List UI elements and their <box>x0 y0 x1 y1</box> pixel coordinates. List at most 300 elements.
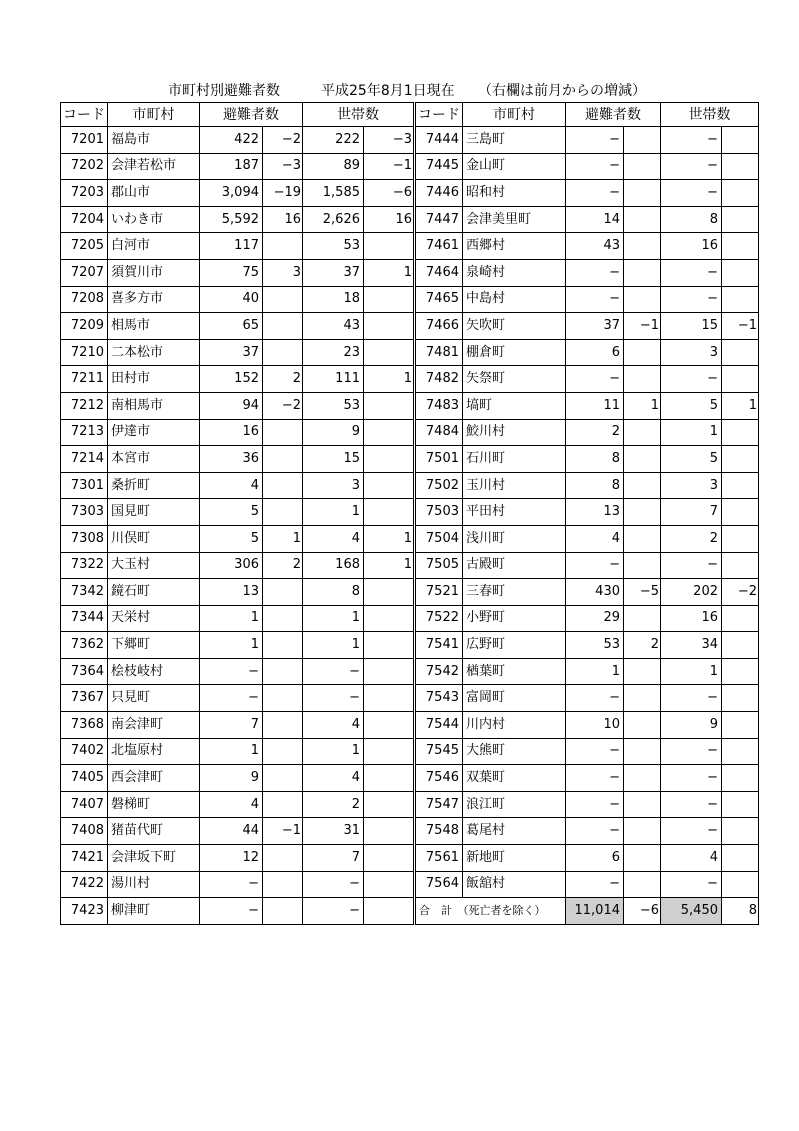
evacuee-change <box>263 286 303 313</box>
table-row <box>61 632 759 659</box>
evacuee-count: − <box>566 871 624 898</box>
household-change <box>364 339 415 366</box>
table-row <box>61 286 759 313</box>
municipality-name: 大玉村 <box>108 552 200 579</box>
municipality-name: 矢吹町 <box>463 313 566 340</box>
household-count: 222 <box>303 127 364 154</box>
household-count: − <box>303 871 364 898</box>
municipality-name: 川内村 <box>463 712 566 739</box>
evacuee-change <box>263 605 303 632</box>
evacuee-count: 8 <box>566 472 624 499</box>
evacuee-change: 2 <box>263 552 303 579</box>
evacuee-change <box>263 472 303 499</box>
evacuee-change <box>624 791 661 818</box>
municipality-name: 三春町 <box>463 579 566 606</box>
header-code: コード <box>61 103 108 127</box>
municipality-code: 7482 <box>415 366 463 393</box>
title-note: （右欄は前月からの増減） <box>478 83 646 99</box>
municipality-name: 白河市 <box>108 233 200 260</box>
household-change <box>722 685 759 712</box>
household-change <box>722 632 759 659</box>
evacuee-table <box>60 102 759 925</box>
table-row <box>61 525 759 552</box>
evacuee-count: 13 <box>200 579 263 606</box>
evacuee-count: 12 <box>200 845 263 872</box>
table-row <box>61 499 759 526</box>
evacuee-change: 1 <box>263 525 303 552</box>
municipality-code: 7465 <box>415 286 463 313</box>
evacuee-count: 4 <box>566 525 624 552</box>
municipality-code: 7502 <box>415 472 463 499</box>
municipality-name: 川俣町 <box>108 525 200 552</box>
municipality-name: 伊達市 <box>108 419 200 446</box>
municipality-code: 7422 <box>61 871 108 898</box>
evacuee-count: − <box>200 898 263 925</box>
evacuee-count: 94 <box>200 392 263 419</box>
household-change: 1 <box>364 552 415 579</box>
header-row <box>61 103 759 127</box>
total-evacuees: 11,014 <box>566 898 624 925</box>
municipality-code: 7543 <box>415 685 463 712</box>
evacuee-count: − <box>566 180 624 207</box>
table-row <box>61 366 759 393</box>
table-row <box>61 153 759 180</box>
evacuee-change: 1 <box>624 392 661 419</box>
header-name: 市町村 <box>463 103 566 127</box>
municipality-name: 玉川村 <box>463 472 566 499</box>
household-count: 202 <box>661 579 722 606</box>
municipality-name: 下郷町 <box>108 632 200 659</box>
evacuee-change <box>263 419 303 446</box>
municipality-name: 会津坂下町 <box>108 845 200 872</box>
household-change <box>364 791 415 818</box>
household-count: 3 <box>303 472 364 499</box>
household-count: − <box>661 552 722 579</box>
municipality-code: 7367 <box>61 685 108 712</box>
municipality-code: 7344 <box>61 605 108 632</box>
table-row <box>61 712 759 739</box>
municipality-code: 7364 <box>61 658 108 685</box>
table-row <box>61 472 759 499</box>
table-row <box>61 127 759 154</box>
household-change <box>364 499 415 526</box>
household-change: 1 <box>364 259 415 286</box>
table-row-last <box>61 898 759 925</box>
evacuee-count: 36 <box>200 446 263 473</box>
evacuee-change: 2 <box>624 632 661 659</box>
household-count: 1 <box>661 658 722 685</box>
municipality-code: 7564 <box>415 871 463 898</box>
evacuee-count: 430 <box>566 579 624 606</box>
evacuee-count: 37 <box>566 313 624 340</box>
evacuee-count: − <box>566 127 624 154</box>
evacuee-count: 44 <box>200 818 263 845</box>
table-row <box>61 233 759 260</box>
municipality-code: 7204 <box>61 206 108 233</box>
evacuee-change <box>624 765 661 792</box>
household-change <box>364 685 415 712</box>
household-change <box>722 765 759 792</box>
municipality-name: 浅川町 <box>463 525 566 552</box>
evacuee-change: 3 <box>263 259 303 286</box>
evacuee-count: 14 <box>566 206 624 233</box>
evacuee-count: 75 <box>200 259 263 286</box>
municipality-name: 鮫川村 <box>463 419 566 446</box>
municipality-code: 7522 <box>415 605 463 632</box>
evacuee-change <box>263 579 303 606</box>
municipality-name: 湯川村 <box>108 871 200 898</box>
household-count: 7 <box>303 845 364 872</box>
household-count: − <box>303 898 364 925</box>
municipality-code: 7322 <box>61 552 108 579</box>
evacuee-change <box>624 153 661 180</box>
municipality-name: 西郷村 <box>463 233 566 260</box>
municipality-code: 7362 <box>61 632 108 659</box>
household-change <box>364 738 415 765</box>
evacuee-change <box>263 712 303 739</box>
evacuee-change <box>263 898 303 925</box>
evacuee-count: 40 <box>200 286 263 313</box>
evacuee-change: 16 <box>263 206 303 233</box>
municipality-code: 7561 <box>415 845 463 872</box>
evacuee-change <box>624 259 661 286</box>
header-households: 世帯数 <box>661 103 759 127</box>
household-change <box>722 605 759 632</box>
evacuee-count: 53 <box>566 632 624 659</box>
municipality-code: 7368 <box>61 712 108 739</box>
household-change <box>722 525 759 552</box>
household-count: 37 <box>303 259 364 286</box>
table-row <box>61 579 759 606</box>
municipality-name: 磐梯町 <box>108 791 200 818</box>
table-row <box>61 791 759 818</box>
document-title <box>0 82 799 100</box>
household-change <box>364 419 415 446</box>
household-change <box>722 206 759 233</box>
municipality-name: 広野町 <box>463 632 566 659</box>
municipality-name: 三島町 <box>463 127 566 154</box>
evacuee-change <box>624 605 661 632</box>
household-change: −3 <box>364 127 415 154</box>
table-row <box>61 605 759 632</box>
evacuee-change <box>624 658 661 685</box>
municipality-code: 7209 <box>61 313 108 340</box>
municipality-code: 7541 <box>415 632 463 659</box>
evacuee-change <box>263 685 303 712</box>
municipality-name: 福島市 <box>108 127 200 154</box>
municipality-name: 只見町 <box>108 685 200 712</box>
household-count: 53 <box>303 233 364 260</box>
evacuee-count: 2 <box>566 419 624 446</box>
evacuee-change <box>624 339 661 366</box>
municipality-code: 7445 <box>415 153 463 180</box>
municipality-code: 7504 <box>415 525 463 552</box>
evacuee-count: 1 <box>566 658 624 685</box>
household-change <box>722 286 759 313</box>
municipality-name: 富岡町 <box>463 685 566 712</box>
municipality-name: 葛尾村 <box>463 818 566 845</box>
evacuee-count: 10 <box>566 712 624 739</box>
evacuee-change <box>624 233 661 260</box>
municipality-code: 7421 <box>61 845 108 872</box>
household-count: 15 <box>303 446 364 473</box>
municipality-name: 本宮市 <box>108 446 200 473</box>
household-change <box>364 233 415 260</box>
household-change: 16 <box>364 206 415 233</box>
municipality-code: 7202 <box>61 153 108 180</box>
municipality-code: 7544 <box>415 712 463 739</box>
title-date: 平成25年8月1日現在 <box>321 83 455 99</box>
municipality-code: 7466 <box>415 313 463 340</box>
household-change <box>364 845 415 872</box>
household-count: 2 <box>303 791 364 818</box>
evacuee-change <box>624 446 661 473</box>
municipality-name: 北塩原村 <box>108 738 200 765</box>
household-change <box>364 818 415 845</box>
evacuee-change <box>263 765 303 792</box>
household-change <box>722 153 759 180</box>
municipality-code: 7211 <box>61 366 108 393</box>
evacuee-change <box>263 791 303 818</box>
household-change: 1 <box>364 525 415 552</box>
evacuee-count: − <box>200 658 263 685</box>
municipality-code: 7521 <box>415 579 463 606</box>
municipality-name: 桑折町 <box>108 472 200 499</box>
evacuee-count: 16 <box>200 419 263 446</box>
municipality-name: 田村市 <box>108 366 200 393</box>
municipality-name: 古殿町 <box>463 552 566 579</box>
evacuee-change <box>624 419 661 446</box>
evacuee-count: 187 <box>200 153 263 180</box>
header-evacuees: 避難者数 <box>200 103 303 127</box>
municipality-name: 国見町 <box>108 499 200 526</box>
household-change <box>364 632 415 659</box>
household-count: − <box>661 286 722 313</box>
table-row <box>61 206 759 233</box>
household-change <box>722 339 759 366</box>
household-count: 1,585 <box>303 180 364 207</box>
evacuee-change <box>263 658 303 685</box>
header-evacuees: 避難者数 <box>566 103 661 127</box>
evacuee-change <box>624 871 661 898</box>
evacuee-count: − <box>200 871 263 898</box>
household-count: 31 <box>303 818 364 845</box>
municipality-code: 7423 <box>61 898 108 925</box>
evacuee-count: 65 <box>200 313 263 340</box>
table-row <box>61 685 759 712</box>
evacuee-change: −1 <box>263 818 303 845</box>
municipality-name: 大熊町 <box>463 738 566 765</box>
evacuee-change <box>263 446 303 473</box>
household-change <box>364 472 415 499</box>
household-change: 1 <box>722 392 759 419</box>
municipality-name: 須賀川市 <box>108 259 200 286</box>
evacuee-count: − <box>566 738 624 765</box>
household-change <box>364 286 415 313</box>
household-count: 1 <box>303 605 364 632</box>
municipality-code: 7210 <box>61 339 108 366</box>
household-count: 4 <box>661 845 722 872</box>
municipality-name: 中島村 <box>463 286 566 313</box>
evacuee-change <box>263 738 303 765</box>
household-count: − <box>661 259 722 286</box>
household-count: 23 <box>303 339 364 366</box>
household-count: 3 <box>661 472 722 499</box>
municipality-name: 会津若松市 <box>108 153 200 180</box>
municipality-name: 郡山市 <box>108 180 200 207</box>
municipality-code: 7447 <box>415 206 463 233</box>
evacuee-count: 37 <box>200 339 263 366</box>
household-count: − <box>661 180 722 207</box>
municipality-name: 桧枝岐村 <box>108 658 200 685</box>
evacuee-change: −19 <box>263 180 303 207</box>
municipality-code: 7405 <box>61 765 108 792</box>
household-count: 9 <box>303 419 364 446</box>
municipality-code: 7402 <box>61 738 108 765</box>
household-change: −1 <box>364 153 415 180</box>
evacuee-change <box>624 127 661 154</box>
evacuee-count: 9 <box>200 765 263 792</box>
evacuee-count: − <box>566 765 624 792</box>
municipality-code: 7461 <box>415 233 463 260</box>
household-count: − <box>661 127 722 154</box>
municipality-code: 7505 <box>415 552 463 579</box>
evacuee-change <box>624 472 661 499</box>
household-count: 4 <box>303 712 364 739</box>
evacuee-count: 117 <box>200 233 263 260</box>
household-change: −1 <box>722 313 759 340</box>
municipality-name: 昭和村 <box>463 180 566 207</box>
municipality-name: 小野町 <box>463 605 566 632</box>
evacuee-count: 306 <box>200 552 263 579</box>
evacuee-count: 5 <box>200 499 263 526</box>
household-count: 34 <box>661 632 722 659</box>
household-change <box>722 472 759 499</box>
evacuee-count: 6 <box>566 845 624 872</box>
evacuee-change: 2 <box>263 366 303 393</box>
household-change <box>364 605 415 632</box>
evacuee-count: 29 <box>566 605 624 632</box>
municipality-code: 7547 <box>415 791 463 818</box>
header-households: 世帯数 <box>303 103 415 127</box>
evacuee-count: 8 <box>566 446 624 473</box>
household-change <box>364 579 415 606</box>
evacuee-change <box>624 738 661 765</box>
household-count: 4 <box>303 765 364 792</box>
evacuee-change <box>263 845 303 872</box>
evacuee-count: − <box>566 286 624 313</box>
household-count: − <box>661 871 722 898</box>
household-change <box>722 712 759 739</box>
household-change <box>722 845 759 872</box>
evacuee-change <box>624 685 661 712</box>
evacuee-change: −3 <box>263 153 303 180</box>
municipality-code: 7408 <box>61 818 108 845</box>
evacuee-change <box>624 499 661 526</box>
municipality-code: 7201 <box>61 127 108 154</box>
municipality-name: 平田村 <box>463 499 566 526</box>
household-change <box>364 658 415 685</box>
municipality-name: 相馬市 <box>108 313 200 340</box>
household-change <box>722 791 759 818</box>
evacuee-count: 13 <box>566 499 624 526</box>
household-count: 15 <box>661 313 722 340</box>
household-change <box>364 446 415 473</box>
total-evacuee-change: −6 <box>624 898 661 925</box>
total-household-change: 8 <box>722 898 759 925</box>
municipality-code: 7308 <box>61 525 108 552</box>
household-count: − <box>661 685 722 712</box>
household-count: 2 <box>661 525 722 552</box>
evacuee-change <box>263 339 303 366</box>
household-change <box>364 765 415 792</box>
table-row <box>61 765 759 792</box>
household-count: 8 <box>303 579 364 606</box>
municipality-code: 7542 <box>415 658 463 685</box>
municipality-name: 金山町 <box>463 153 566 180</box>
evacuee-count: − <box>566 791 624 818</box>
header-code: コード <box>415 103 463 127</box>
municipality-code: 7545 <box>415 738 463 765</box>
table-row <box>61 446 759 473</box>
household-change <box>722 499 759 526</box>
municipality-name: 楢葉町 <box>463 658 566 685</box>
municipality-name: 棚倉町 <box>463 339 566 366</box>
table-row <box>61 658 759 685</box>
municipality-name: 喜多方市 <box>108 286 200 313</box>
table-row <box>61 259 759 286</box>
evacuee-count: − <box>566 552 624 579</box>
municipality-name: 浪江町 <box>463 791 566 818</box>
evacuee-count: 5 <box>200 525 263 552</box>
header-name: 市町村 <box>108 103 200 127</box>
household-change <box>722 366 759 393</box>
municipality-code: 7303 <box>61 499 108 526</box>
municipality-name: 矢祭町 <box>463 366 566 393</box>
evacuee-change <box>263 632 303 659</box>
table-row <box>61 313 759 340</box>
household-change <box>364 313 415 340</box>
household-count: 2,626 <box>303 206 364 233</box>
evacuee-count: 152 <box>200 366 263 393</box>
household-count: 8 <box>661 206 722 233</box>
municipality-name: 南相馬市 <box>108 392 200 419</box>
household-change <box>722 818 759 845</box>
household-count: 16 <box>661 605 722 632</box>
household-count: − <box>303 685 364 712</box>
household-count: − <box>661 153 722 180</box>
household-count: 4 <box>303 525 364 552</box>
municipality-code: 7407 <box>61 791 108 818</box>
municipality-name: 南会津町 <box>108 712 200 739</box>
household-change: −6 <box>364 180 415 207</box>
evacuee-change: −5 <box>624 579 661 606</box>
household-change: −2 <box>722 579 759 606</box>
municipality-name: いわき市 <box>108 206 200 233</box>
municipality-name: 塙町 <box>463 392 566 419</box>
household-count: 7 <box>661 499 722 526</box>
municipality-code: 7444 <box>415 127 463 154</box>
municipality-name: 天栄村 <box>108 605 200 632</box>
evacuee-change: −2 <box>263 127 303 154</box>
municipality-code: 7503 <box>415 499 463 526</box>
household-count: 1 <box>303 499 364 526</box>
municipality-name: 会津美里町 <box>463 206 566 233</box>
evacuee-change: −1 <box>624 313 661 340</box>
municipality-code: 7301 <box>61 472 108 499</box>
table-row <box>61 552 759 579</box>
municipality-name: 西会津町 <box>108 765 200 792</box>
